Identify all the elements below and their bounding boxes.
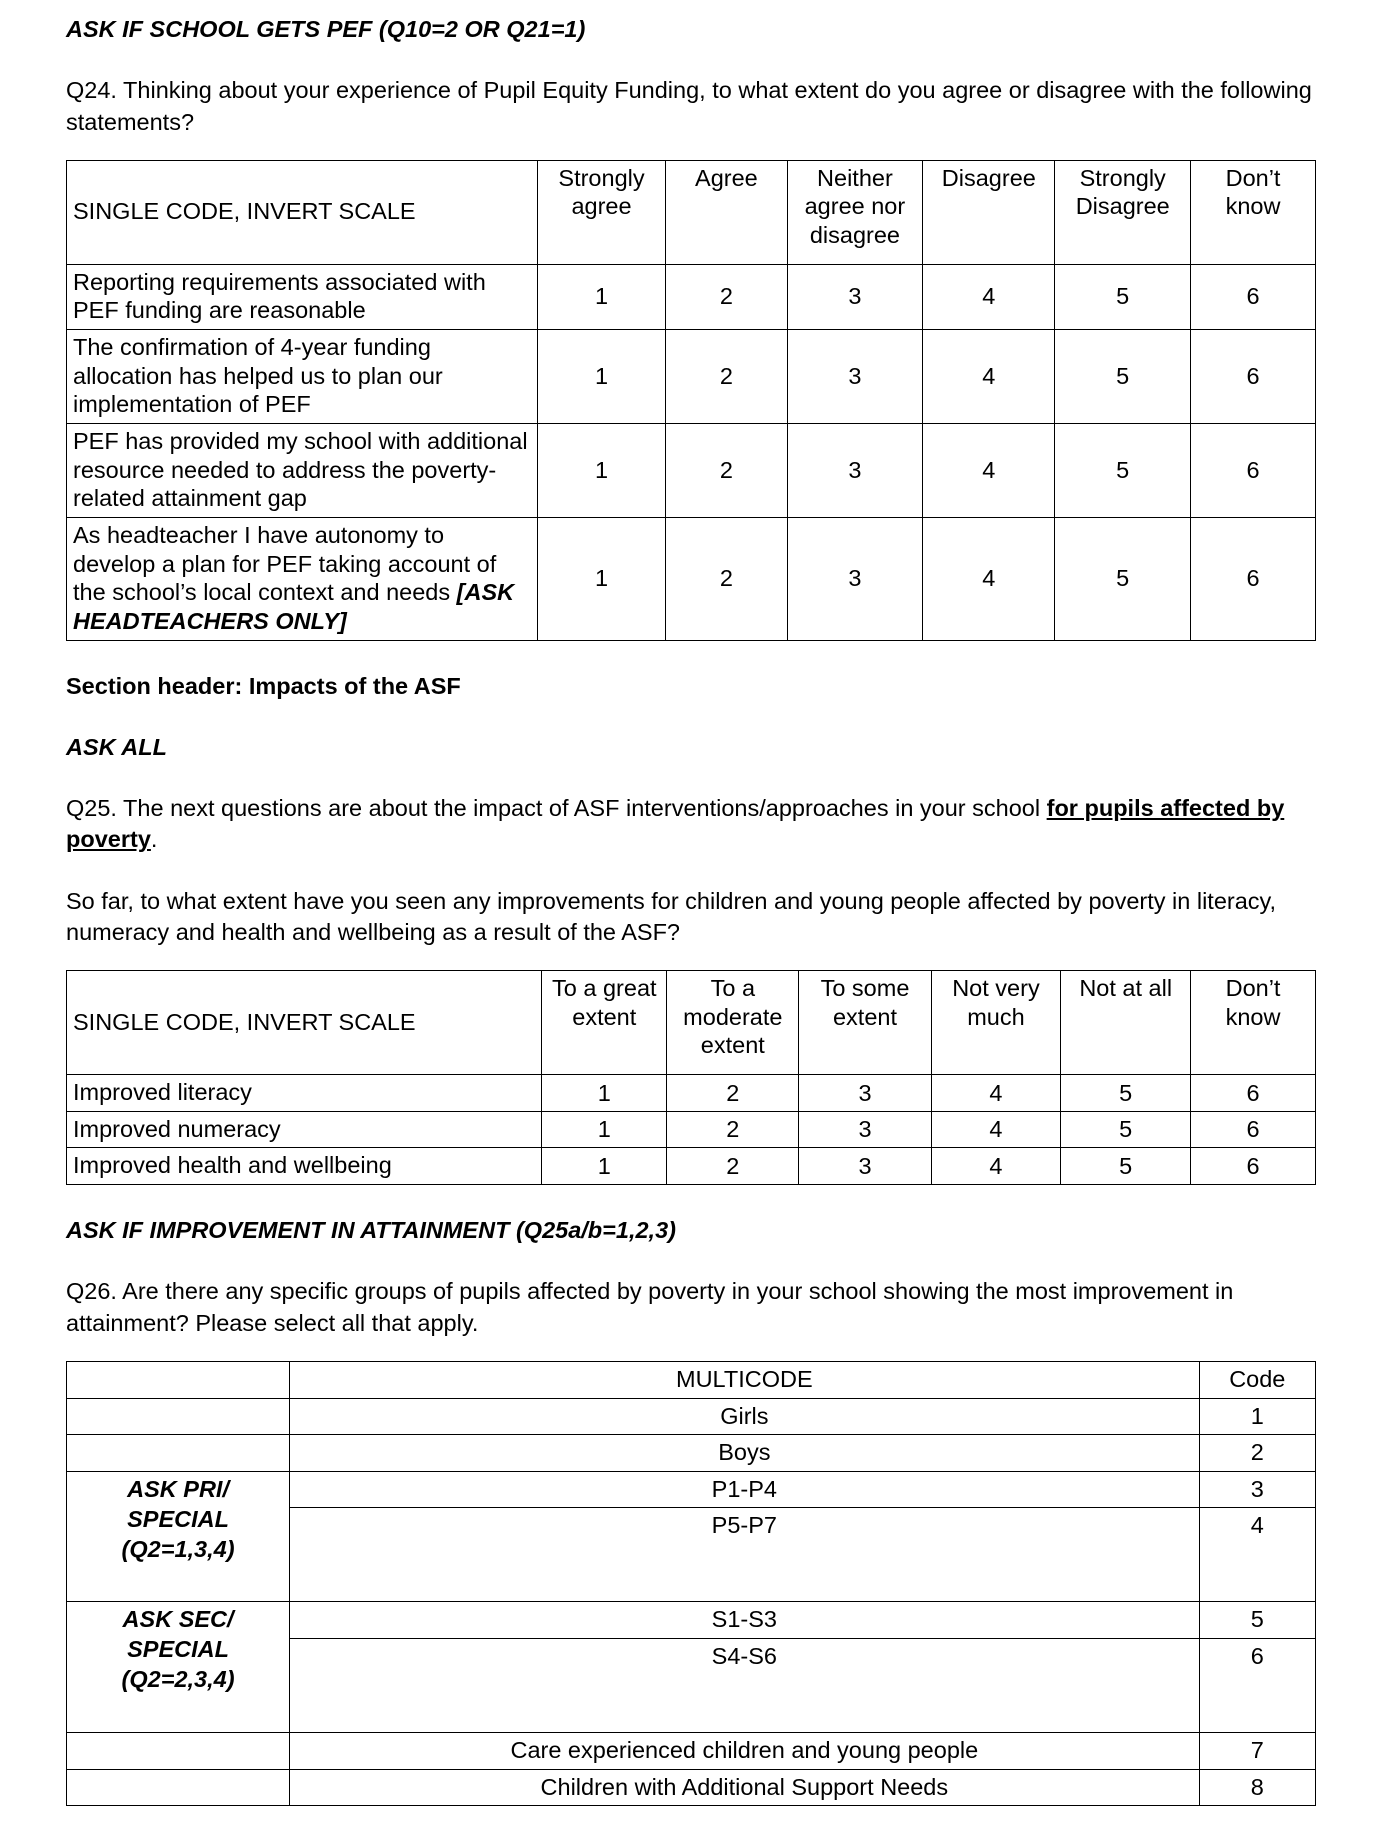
q25-code-cell[interactable]: 1 — [542, 1148, 667, 1185]
q24-code-cell[interactable]: 5 — [1055, 424, 1191, 518]
spacer — [66, 1246, 1316, 1276]
q24-code-cell[interactable]: 6 — [1191, 264, 1316, 329]
table-row — [67, 1435, 1316, 1472]
q26-option-label[interactable]: S1-S3 — [290, 1602, 1199, 1639]
q24-statement — [67, 424, 538, 518]
spacer — [66, 45, 1316, 75]
section-header: Section header: Impacts of the ASF — [66, 672, 461, 699]
q26-option-label[interactable]: Boys — [290, 1435, 1199, 1472]
q25-code-cell[interactable]: 1 — [542, 1075, 667, 1112]
q24-code-cell[interactable]: 2 — [666, 424, 787, 518]
table-row — [67, 1075, 1316, 1112]
q25-col-header: Not at all — [1061, 971, 1191, 1075]
q24-statement — [67, 264, 538, 329]
q26-ask-cell-empty — [67, 1361, 290, 1398]
q25-col-header: To a great extent — [542, 971, 667, 1075]
q26-ask-cell-empty — [67, 1769, 290, 1806]
q26-question-text: Q26. Are there any specific groups of pupils affected by poverty in your school showing the most improvement in attainment? Please select all that apply. — [66, 1278, 1234, 1336]
table-row — [67, 1111, 1316, 1148]
spacer — [66, 856, 1316, 886]
q26-option-label[interactable]: Girls — [290, 1398, 1199, 1435]
q25-code-cell[interactable]: 2 — [667, 1111, 799, 1148]
q26-ask-cell-empty — [67, 1733, 290, 1770]
q24-table — [66, 160, 1316, 641]
ask-all-header: ASK ALL — [66, 733, 167, 760]
q26-code-cell[interactable]: 5 — [1199, 1602, 1315, 1639]
q26-table — [66, 1361, 1316, 1807]
q26-ask-condition-sec: ASK SEC/ SPECIAL (Q2=2,3,4) — [67, 1602, 290, 1733]
q24-statement — [67, 330, 538, 424]
table-row — [67, 518, 1316, 641]
q26-code-cell[interactable]: 4 — [1199, 1508, 1315, 1602]
q24-col-header: Neither agree nor disagree — [787, 160, 923, 264]
q24-statement-text: Reporting requirements associated with PEF funding are reasonable — [73, 268, 486, 324]
q25-code-cell[interactable]: 3 — [799, 1148, 931, 1185]
q25-code-cell[interactable]: 4 — [931, 1111, 1061, 1148]
q24-col-header: Don’t know — [1191, 160, 1316, 264]
q26-option-label[interactable]: Children with Additional Support Needs — [290, 1769, 1199, 1806]
table-row — [67, 1471, 1316, 1508]
table-row — [67, 1602, 1316, 1639]
ask-pef-header: ASK IF SCHOOL GETS PEF (Q10=2 OR Q21=1) — [66, 16, 586, 42]
table-row — [67, 1398, 1316, 1435]
q26-option-label[interactable]: S4-S6 — [290, 1639, 1199, 1733]
q24-code-cell[interactable]: 1 — [537, 264, 666, 329]
table-header-row — [67, 160, 1316, 264]
q24-code-cell[interactable]: 6 — [1191, 424, 1316, 518]
q24-question-text: Q24. Thinking about your experience of Pupil Equity Funding, to what extent do you agree or disagree with the following statements? — [66, 77, 1312, 135]
q26-code-cell[interactable]: 1 — [1199, 1398, 1315, 1435]
q25-col-header: Not very much — [931, 971, 1061, 1075]
q25-text-before: Q25. The next questions are about the impact of ASF interventions/approaches in your school — [66, 795, 1047, 822]
q26-option-label[interactable]: P1-P4 — [290, 1471, 1199, 1508]
table-row — [67, 1769, 1316, 1806]
spacer — [66, 1339, 1316, 1361]
q25-text-after: . — [150, 826, 158, 853]
q25-col-header: To some extent — [799, 971, 931, 1075]
table-row — [67, 330, 1316, 424]
q26-code-header: Code — [1199, 1361, 1315, 1398]
q25-statement: Improved literacy — [67, 1075, 542, 1112]
q25-code-cell[interactable]: 2 — [667, 1148, 799, 1185]
q25-col-header: To a moderate extent — [667, 971, 799, 1075]
q25-code-cell[interactable]: 6 — [1191, 1111, 1316, 1148]
spacer — [66, 948, 1316, 970]
q25-code-cell[interactable]: 5 — [1061, 1111, 1191, 1148]
q24-col-header: Agree — [666, 160, 787, 264]
q25-code-cell[interactable]: 4 — [931, 1075, 1061, 1112]
table-row — [67, 424, 1316, 518]
q25-text-underlined: for pupils affected by poverty — [66, 795, 1285, 853]
q24-code-cell[interactable]: 3 — [787, 518, 923, 641]
q24-code-cell[interactable]: 6 — [1191, 518, 1316, 641]
q25-subtext: So far, to what extent have you seen any improvements for children and young people affected by poverty in literacy, numeracy and health and wellbeing as a result of the ASF? — [66, 887, 1277, 945]
spacer — [66, 1185, 1316, 1215]
q24-code-cell[interactable]: 3 — [787, 330, 923, 424]
q24-col-header: Strongly agree — [537, 160, 666, 264]
q26-code-cell[interactable]: 6 — [1199, 1639, 1315, 1733]
q26-code-cell[interactable]: 7 — [1199, 1733, 1315, 1770]
q26-code-cell[interactable]: 8 — [1199, 1769, 1315, 1806]
spacer — [66, 763, 1316, 793]
q24-code-cell[interactable]: 2 — [666, 518, 787, 641]
q24-code-cell[interactable]: 1 — [537, 518, 666, 641]
q26-option-label[interactable]: Care experienced children and young people — [290, 1733, 1199, 1770]
q25-code-cell[interactable]: 5 — [1061, 1075, 1191, 1112]
q24-code-cell[interactable]: 1 — [537, 424, 666, 518]
q25-statement: Improved numeracy — [67, 1111, 542, 1148]
q25-code-cell[interactable]: 6 — [1191, 1148, 1316, 1185]
ask-improvement-header: ASK IF IMPROVEMENT IN ATTAINMENT (Q25a/b=1,2,3) — [66, 1217, 676, 1244]
q25-instruction-header: SINGLE CODE, INVERT SCALE — [67, 971, 542, 1075]
q24-statement-emphasis: [ASK HEADTEACHERS ONLY] — [73, 579, 515, 634]
q24-statement-text: PEF has provided my school with additional resource needed to address the poverty-related attainment gap — [73, 428, 528, 512]
q24-col-header: Strongly Disagree — [1055, 160, 1191, 264]
q24-statement — [67, 518, 538, 641]
q24-code-cell[interactable]: 6 — [1191, 330, 1316, 424]
table-header-row — [67, 971, 1316, 1075]
q24-code-cell[interactable]: 4 — [923, 264, 1055, 329]
q24-instruction-header: SINGLE CODE, INVERT SCALE — [67, 160, 538, 264]
table-header-row — [67, 1361, 1316, 1398]
q24-code-cell[interactable]: 2 — [666, 330, 787, 424]
q26-ask-cell-empty — [67, 1435, 290, 1472]
q24-code-cell[interactable]: 3 — [787, 424, 923, 518]
q24-code-cell[interactable]: 4 — [923, 330, 1055, 424]
q25-col-header: Don’t know — [1191, 971, 1316, 1075]
q25-table — [66, 970, 1316, 1185]
q24-code-cell[interactable]: 5 — [1055, 518, 1191, 641]
q26-option-header: MULTICODE — [290, 1361, 1199, 1398]
spacer — [66, 702, 1316, 732]
q26-option-label[interactable]: P5-P7 — [290, 1508, 1199, 1602]
q25-code-cell[interactable]: 2 — [667, 1075, 799, 1112]
q24-code-cell[interactable]: 2 — [666, 264, 787, 329]
q26-ask-condition-pri: ASK PRI/ SPECIAL (Q2=1,3,4) — [67, 1471, 290, 1602]
q25-code-cell[interactable]: 5 — [1061, 1148, 1191, 1185]
q24-statement-text: The confirmation of 4-year funding allocation has helped us to plan our implementation of PEF — [73, 334, 443, 418]
spacer — [66, 641, 1316, 671]
q26-ask-cell-empty — [67, 1398, 290, 1435]
spacer — [66, 138, 1316, 160]
q24-code-cell[interactable]: 5 — [1055, 330, 1191, 424]
q24-col-header: Disagree — [923, 160, 1055, 264]
q24-code-cell[interactable]: 5 — [1055, 264, 1191, 329]
q24-code-cell[interactable]: 1 — [537, 330, 666, 424]
table-row — [67, 1733, 1316, 1770]
q24-code-cell[interactable]: 3 — [787, 264, 923, 329]
q25-code-cell[interactable]: 6 — [1191, 1075, 1316, 1112]
q25-code-cell[interactable]: 4 — [931, 1148, 1061, 1185]
q26-code-cell[interactable]: 3 — [1199, 1471, 1315, 1508]
q24-statement-text: As headteacher I have autonomy to develop a plan for PEF taking account of the school’s local context and needs — [73, 522, 497, 606]
q24-code-cell[interactable]: 4 — [923, 424, 1055, 518]
q25-statement: Improved health and wellbeing — [67, 1148, 542, 1185]
q25-question-text — [66, 793, 1316, 856]
q24-code-cell[interactable]: 4 — [923, 518, 1055, 641]
table-row — [67, 1148, 1316, 1185]
q25-code-cell[interactable]: 3 — [799, 1111, 931, 1148]
q26-code-cell[interactable]: 2 — [1199, 1435, 1315, 1472]
q25-code-cell[interactable]: 1 — [542, 1111, 667, 1148]
table-row — [67, 264, 1316, 329]
q25-code-cell[interactable]: 3 — [799, 1075, 931, 1112]
